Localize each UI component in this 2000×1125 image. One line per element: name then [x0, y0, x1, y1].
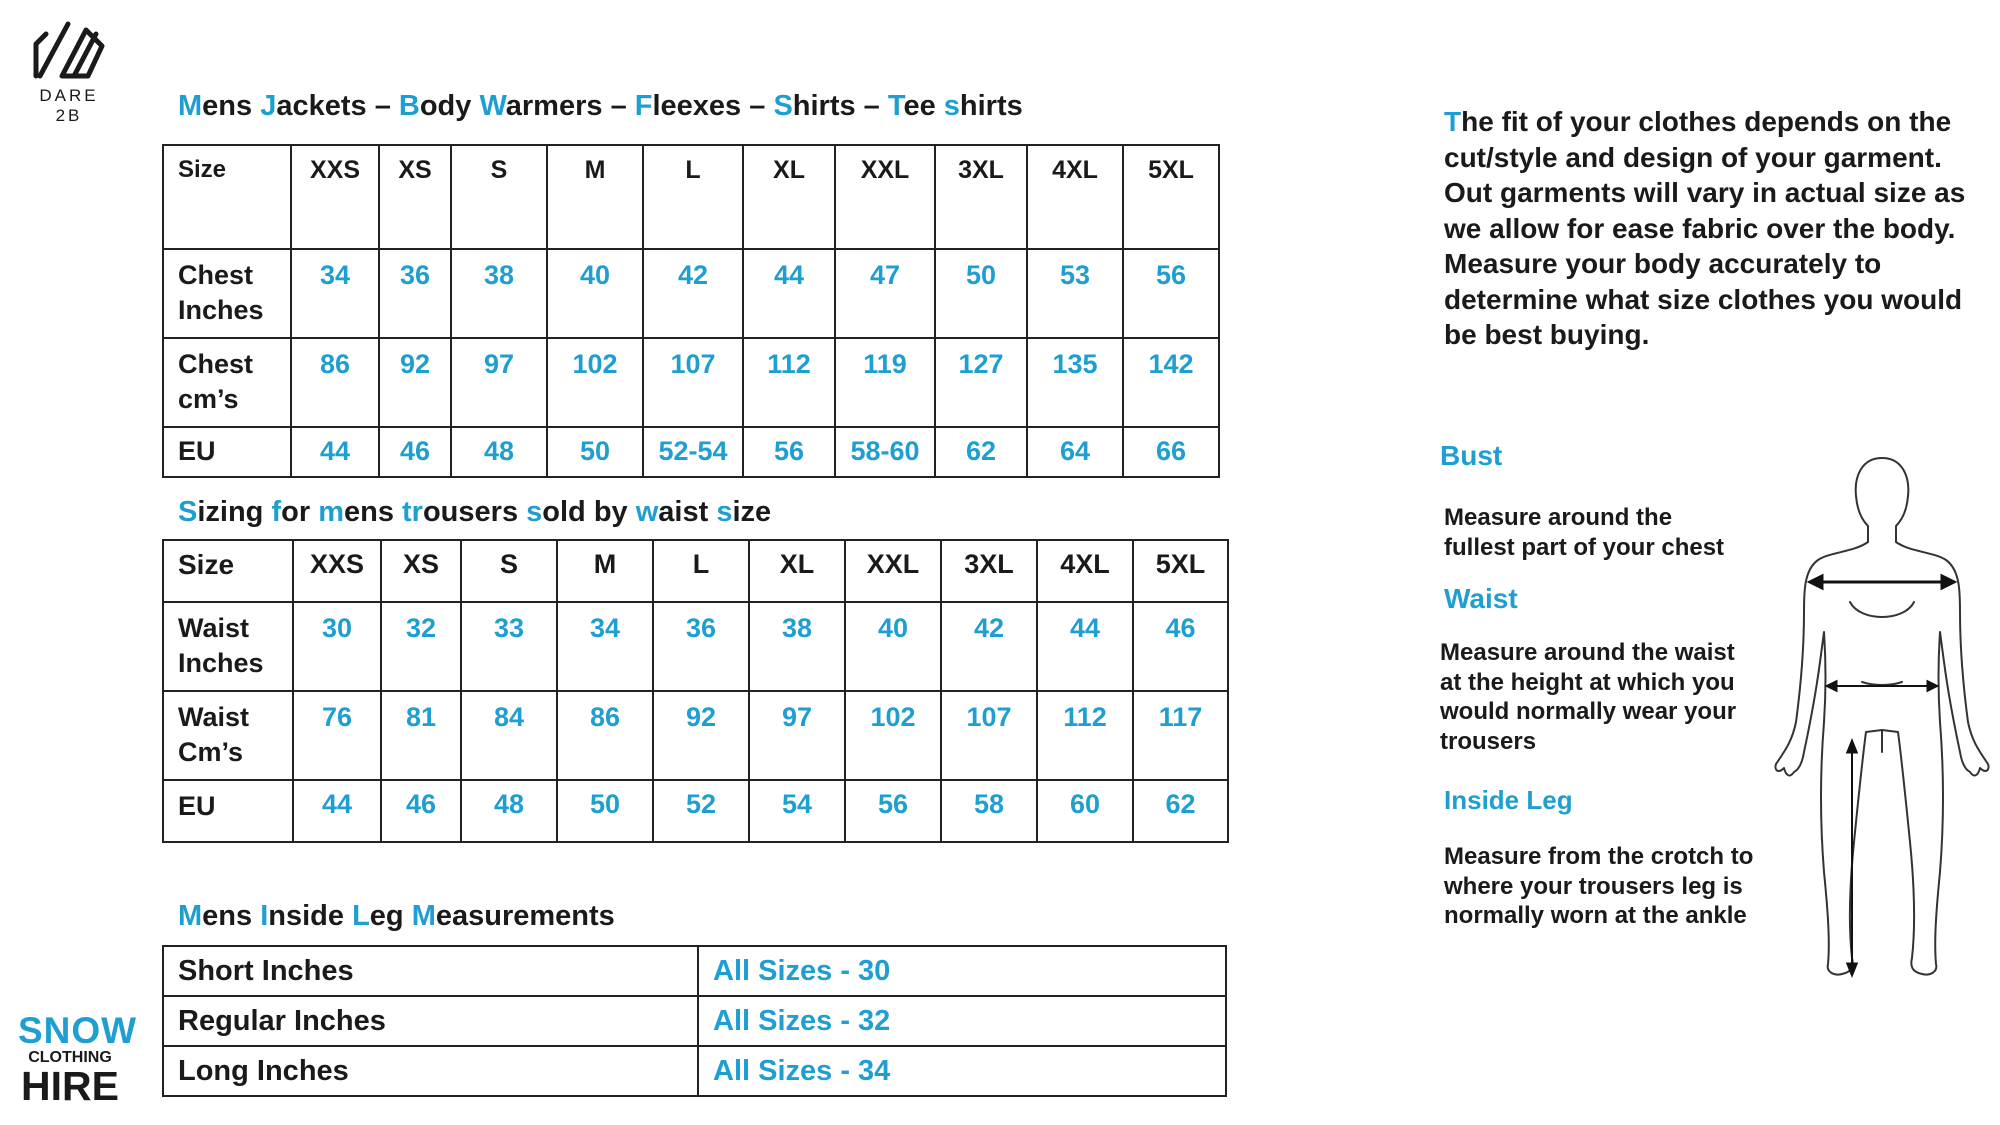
table-row [163, 1046, 1226, 1096]
inside-leg-table [162, 945, 1227, 1097]
size-header-xs: XS [381, 540, 461, 602]
size-header-label: Size [163, 540, 293, 602]
bust-instructions [1444, 503, 1724, 562]
table-cell: 62 [1133, 780, 1228, 842]
table-cell: 60 [1037, 780, 1133, 842]
size-header-m: M [557, 540, 653, 602]
inside-leg-heading: Inside Leg [1444, 785, 1573, 815]
row-label-line: cm’s [178, 384, 239, 414]
trousers-size-table [162, 539, 1229, 843]
human-body-outline-icon [1770, 452, 1995, 988]
table-cell: 36 [653, 602, 749, 691]
table-cell: 135 [1027, 338, 1123, 427]
row-label-waist-cms [163, 691, 293, 780]
table-cell: 44 [1037, 602, 1133, 691]
fit-intro-text [1444, 104, 2000, 353]
row-label-eu: EU [163, 427, 291, 477]
intro-first-letter: T [1444, 106, 1462, 137]
leg-value-long: All Sizes - 34 [698, 1046, 1226, 1096]
row-label-line: Chest [178, 349, 254, 379]
title-text-segment: ackets – [276, 90, 399, 122]
title-text-segment: ens [343, 496, 403, 528]
logo-clothing-text: CLOTHING [28, 1049, 112, 1066]
table-cell: 81 [381, 691, 461, 780]
guide-line: Measure around the waist [1440, 639, 1735, 666]
title-highlight-letter: W [479, 90, 506, 122]
size-header-5xl: 5XL [1133, 540, 1228, 602]
waist-heading: Waist [1444, 583, 1518, 614]
table-cell: 117 [1133, 691, 1228, 780]
title-text-segment: hirts [959, 90, 1023, 122]
size-header-m: M [547, 145, 643, 249]
table-cell: 44 [291, 427, 379, 477]
row-label-waist-inches [163, 602, 293, 691]
logo-hire-text: HIRE [21, 1063, 119, 1109]
guide-line: fullest part of your chest [1444, 533, 1725, 561]
title-text-segment: aist [658, 496, 717, 528]
table-row [163, 602, 1228, 691]
table-cell: 38 [749, 602, 845, 691]
waist-instructions [1440, 638, 1736, 756]
table-row [163, 691, 1228, 780]
table-cell: 112 [1037, 691, 1133, 780]
intro-line: he fit of your clothes depends on the [1461, 106, 1952, 137]
guide-line: where your trousers leg is [1444, 872, 1743, 900]
guide-line: normally worn at the ankle [1444, 902, 1747, 929]
table-cell: 52 [653, 780, 749, 842]
header-row [163, 145, 1219, 249]
title-text-segment: eg [369, 900, 412, 932]
row-label-line: Chest [178, 260, 254, 290]
table-cell: 58-60 [835, 427, 935, 477]
table-cell: 112 [743, 338, 835, 427]
size-header-l: L [653, 540, 749, 602]
table-cell: 127 [935, 338, 1027, 427]
guide-line: Measure from the crotch to [1444, 843, 1754, 870]
table-cell: 56 [845, 780, 941, 842]
title-highlight-letter: L [352, 900, 370, 932]
brand-name: DARE 2B [39, 86, 99, 125]
table-cell: 42 [643, 249, 743, 338]
title-highlight-letter: F [634, 90, 653, 122]
table-cell: 84 [461, 691, 557, 780]
intro-line: cut/style and design of your garment. [1444, 141, 1942, 173]
title-highlight-letter: w [635, 496, 659, 528]
table-cell: 32 [381, 602, 461, 691]
table-cell: 44 [293, 780, 381, 842]
title-text-segment: hirts – [792, 90, 888, 122]
title-highlight-letter: s [716, 496, 733, 528]
table-cell: 97 [451, 338, 547, 427]
dare2b-logo [26, 16, 112, 126]
table-cell: 34 [557, 602, 653, 691]
table-cell: 46 [379, 427, 451, 477]
title-text-segment: easurements [435, 900, 615, 932]
table-cell: 33 [461, 602, 557, 691]
table-cell: 34 [291, 249, 379, 338]
table-cell: 142 [1123, 338, 1219, 427]
jackets-size-table [162, 144, 1220, 478]
table-cell: 102 [845, 691, 941, 780]
table-cell: 107 [941, 691, 1037, 780]
title-text-segment: old by [542, 496, 636, 528]
size-header-xxs: XXS [291, 145, 379, 249]
title-highlight-letter: m [318, 496, 344, 528]
intro-line: we allow for ease fabric over the body. [1444, 212, 1956, 244]
bust-heading: Bust [1440, 440, 1503, 471]
inside-leg-instructions [1444, 842, 1753, 931]
trousers-section-title [178, 496, 771, 529]
row-label-line: Inches [178, 295, 264, 325]
table-cell: 38 [451, 249, 547, 338]
table-row [163, 338, 1219, 427]
intro-line: determine what size clothes you would [1444, 283, 1963, 315]
guide-line: trousers [1440, 727, 1537, 755]
title-text-segment: armers – [505, 90, 635, 122]
guide-line: at the height at which you [1440, 668, 1735, 696]
size-header-xl: XL [743, 145, 835, 249]
table-cell: 86 [557, 691, 653, 780]
leg-label-regular: Regular Inches [163, 996, 698, 1046]
title-text-segment: ody [419, 90, 480, 122]
title-highlight-letter: I [260, 900, 269, 932]
table-cell: 50 [935, 249, 1027, 338]
title-highlight-letter: M [411, 900, 436, 932]
title-highlight-letter: B [398, 90, 420, 122]
intro-line: Out garments will vary in actual size as [1444, 177, 1966, 208]
table-cell: 56 [743, 427, 835, 477]
table-cell: 42 [941, 602, 1037, 691]
table-cell: 46 [1133, 602, 1228, 691]
table-cell: 44 [743, 249, 835, 338]
row-label-eu: EU [163, 780, 293, 842]
row-label-line: Waist [178, 613, 250, 643]
guide-line: Measure around the [1444, 504, 1673, 531]
size-header-xxs: XXS [293, 540, 381, 602]
table-cell: 76 [293, 691, 381, 780]
table-cell: 64 [1027, 427, 1123, 477]
logo-snow-text: SNOW [18, 1010, 138, 1051]
table-cell: 86 [291, 338, 379, 427]
leg-value-short: All Sizes - 30 [698, 946, 1226, 996]
title-highlight-letter: tr [402, 496, 423, 528]
size-header-3xl: 3XL [941, 540, 1037, 602]
row-label-chest-inches [163, 249, 291, 338]
title-text-segment: nside [268, 900, 353, 932]
intro-line: Measure your body accurately to [1444, 248, 1882, 279]
table-cell: 52-54 [643, 427, 743, 477]
title-highlight-letter: J [260, 90, 277, 122]
inside-leg-section-title [178, 900, 615, 933]
table-cell: 107 [643, 338, 743, 427]
table-cell: 30 [293, 602, 381, 691]
row-label-line: Inches [178, 648, 264, 678]
header-row [163, 540, 1228, 602]
table-cell: 66 [1123, 427, 1219, 477]
title-text-segment: ousers [422, 496, 527, 528]
table-cell: 50 [547, 427, 643, 477]
size-header-s: S [461, 540, 557, 602]
size-header-xs: XS [379, 145, 451, 249]
table-cell: 53 [1027, 249, 1123, 338]
size-header-4xl: 4XL [1027, 145, 1123, 249]
size-header-xxl: XXL [845, 540, 941, 602]
title-highlight-letter: s [943, 90, 960, 122]
row-label-chest-cms [163, 338, 291, 427]
title-text-segment: leexes – [652, 90, 774, 122]
table-cell: 92 [379, 338, 451, 427]
jackets-section-title [178, 90, 1023, 123]
title-highlight-letter: M [178, 900, 203, 932]
table-cell: 46 [381, 780, 461, 842]
size-header-3xl: 3XL [935, 145, 1027, 249]
table-cell: 56 [1123, 249, 1219, 338]
size-header-5xl: 5XL [1123, 145, 1219, 249]
leg-value-regular: All Sizes - 32 [698, 996, 1226, 1046]
table-cell: 48 [461, 780, 557, 842]
table-cell: 92 [653, 691, 749, 780]
table-row [163, 946, 1226, 996]
title-highlight-letter: M [178, 90, 203, 122]
size-header-xxl: XXL [835, 145, 935, 249]
table-cell: 50 [557, 780, 653, 842]
title-text-segment: ens [202, 900, 261, 932]
title-text-segment: ens [202, 90, 261, 122]
title-highlight-letter: f [271, 496, 282, 528]
title-highlight-letter: T [887, 90, 904, 122]
table-cell: 48 [451, 427, 547, 477]
row-label-line: Waist [178, 702, 250, 732]
title-highlight-letter: S [773, 90, 793, 122]
size-header-xl: XL [749, 540, 845, 602]
table-cell: 119 [835, 338, 935, 427]
title-text-segment: ize [732, 496, 772, 528]
leg-label-long: Long Inches [163, 1046, 698, 1096]
table-cell: 102 [547, 338, 643, 427]
row-label-line: Cm’s [178, 737, 244, 767]
table-row [163, 427, 1219, 477]
size-header-l: L [643, 145, 743, 249]
title-text-segment: ee [903, 90, 944, 122]
table-row [163, 996, 1226, 1046]
table-cell: 58 [941, 780, 1037, 842]
intro-line: be best buying. [1444, 319, 1650, 350]
table-cell: 54 [749, 780, 845, 842]
size-header-4xl: 4XL [1037, 540, 1133, 602]
size-header-s: S [451, 145, 547, 249]
title-text-segment: izing [197, 496, 272, 528]
title-text-segment: or [281, 496, 319, 528]
table-cell: 97 [749, 691, 845, 780]
table-row [163, 780, 1228, 842]
snow-clothing-hire-logo [18, 1010, 138, 1109]
title-highlight-letter: S [178, 496, 198, 528]
table-cell: 62 [935, 427, 1027, 477]
dare2b-mark-icon [26, 16, 112, 84]
leg-label-short: Short Inches [163, 946, 698, 996]
table-row [163, 249, 1219, 338]
table-cell: 40 [845, 602, 941, 691]
table-cell: 36 [379, 249, 451, 338]
guide-line: would normally wear your [1440, 698, 1737, 725]
title-highlight-letter: s [526, 496, 543, 528]
table-cell: 40 [547, 249, 643, 338]
table-cell: 47 [835, 249, 935, 338]
body-measurement-figure [1770, 452, 1995, 988]
size-header-label: Size [163, 145, 291, 249]
